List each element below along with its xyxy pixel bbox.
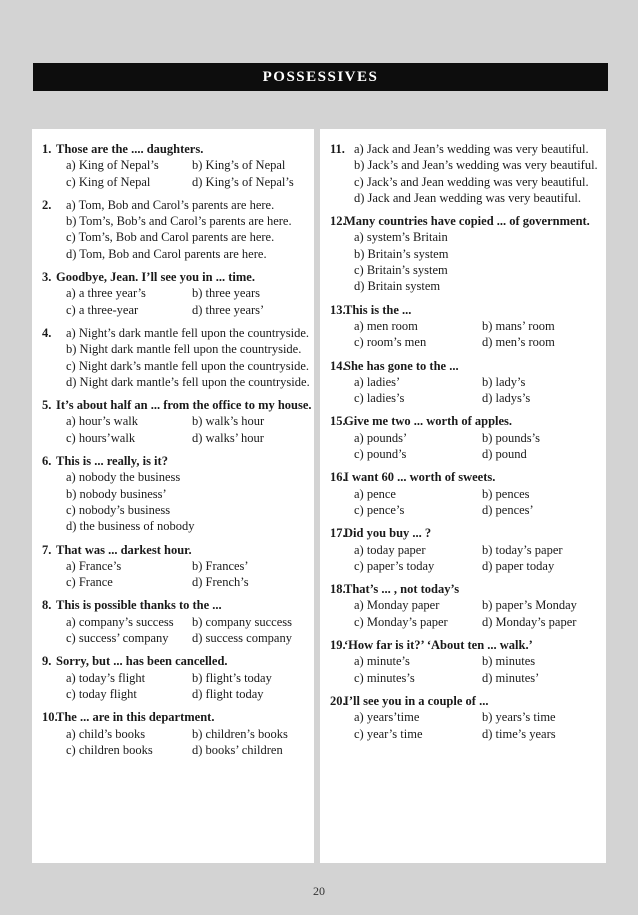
answer-option[interactable]: a) today’s flight bbox=[66, 670, 146, 685]
answer-options bbox=[66, 614, 314, 647]
question-stem: The ... are in this department. bbox=[56, 710, 215, 725]
answer-option[interactable]: a) nobody the business bbox=[66, 470, 181, 485]
question-item bbox=[32, 197, 314, 262]
answer-option[interactable]: c) minutes’s bbox=[354, 670, 415, 685]
answer-option[interactable]: a) child’s books bbox=[66, 726, 146, 741]
answer-options bbox=[354, 653, 606, 686]
answer-options bbox=[66, 325, 314, 390]
question-stem: I’ll see you in a couple of ... bbox=[344, 693, 489, 708]
answer-option[interactable]: d) French’s bbox=[192, 575, 249, 590]
question-number: 20. bbox=[330, 693, 346, 708]
question-stem: This is possible thanks to the ... bbox=[56, 598, 222, 613]
answer-options bbox=[354, 709, 606, 742]
question-number: 10. bbox=[42, 710, 58, 725]
answer-options bbox=[66, 469, 314, 534]
answer-options bbox=[354, 374, 606, 407]
answer-option[interactable]: a) pounds’ bbox=[354, 430, 408, 445]
answer-option[interactable]: d) minutes’ bbox=[482, 670, 540, 685]
question-stem: That was ... darkest hour. bbox=[56, 542, 192, 557]
answer-option[interactable]: c) ladies’s bbox=[354, 391, 405, 406]
answer-option[interactable]: d) Tom, Bob and Carol parents are here. bbox=[66, 246, 267, 261]
answer-option[interactable]: b) today’s paper bbox=[482, 542, 563, 557]
answer-options bbox=[354, 486, 606, 519]
answer-option[interactable]: a) a three year’s bbox=[66, 286, 146, 301]
question-stem: Many countries have copied ... of government. bbox=[344, 214, 590, 229]
answer-option[interactable]: c) children books bbox=[66, 742, 153, 757]
question-stem: That’s ... , not today’s bbox=[344, 582, 460, 597]
answer-option[interactable]: a) France’s bbox=[66, 558, 122, 573]
page-title-banner bbox=[33, 63, 608, 91]
answer-option[interactable]: b) nobody business’ bbox=[66, 486, 167, 501]
answer-option[interactable]: c) France bbox=[66, 575, 113, 590]
answer-option[interactable]: b) flight’s today bbox=[192, 670, 272, 685]
answer-options bbox=[354, 229, 606, 294]
left-column bbox=[32, 129, 314, 863]
answer-option[interactable]: d) success company bbox=[192, 631, 292, 646]
page-title: POSSESSIVES bbox=[262, 68, 379, 85]
question-item bbox=[32, 709, 314, 758]
answer-option[interactable]: c) Monday’s paper bbox=[354, 614, 448, 629]
answer-option[interactable]: a) Jack and Jean’s wedding was very beautiful. bbox=[354, 142, 589, 156]
answer-options bbox=[354, 318, 606, 351]
answer-options bbox=[66, 285, 314, 318]
question-stem: ‘How far is it?’ ‘About ten ... walk.’ bbox=[344, 638, 533, 653]
question-item bbox=[32, 325, 314, 390]
answer-option[interactable]: d) time’s years bbox=[482, 726, 556, 741]
question-number: 7. bbox=[42, 542, 52, 557]
answer-option[interactable]: d) Jack and Jean wedding was very beautiful. bbox=[354, 190, 582, 205]
answer-option[interactable]: d) pences’ bbox=[482, 502, 534, 517]
answer-option[interactable]: a) Tom, Bob and Carol’s parents are here. bbox=[66, 197, 275, 212]
question-number: 15. bbox=[330, 414, 346, 429]
answer-option[interactable]: d) Britain system bbox=[354, 279, 441, 294]
answer-option[interactable]: c) success’ company bbox=[66, 631, 169, 646]
answer-option[interactable]: b) Tom’s, Bob’s and Carol’s parents are here. bbox=[66, 214, 292, 229]
question-item bbox=[32, 453, 314, 534]
answer-option[interactable]: c) paper’s today bbox=[354, 558, 435, 573]
answer-option[interactable]: b) Jack’s and Jean’s wedding was very beautiful. bbox=[354, 158, 598, 173]
question-stem: This is the ... bbox=[344, 302, 412, 317]
answer-options bbox=[354, 597, 606, 630]
answer-option[interactable]: d) the business of nobody bbox=[66, 519, 195, 534]
question-stem: Goodbye, Jean. I’ll see you in ... time. bbox=[56, 270, 255, 285]
answer-option[interactable]: b) pences bbox=[482, 486, 530, 501]
question-number: 3. bbox=[42, 270, 52, 285]
answer-options bbox=[354, 430, 606, 463]
answer-option[interactable]: c) year’s time bbox=[354, 726, 423, 741]
page-number: 20 bbox=[313, 884, 325, 898]
answer-option[interactable]: a) minute’s bbox=[354, 654, 410, 669]
question-item bbox=[32, 542, 314, 591]
answer-option[interactable]: a) pence bbox=[354, 486, 396, 501]
answer-options bbox=[66, 726, 314, 759]
answer-option[interactable]: b) Frances’ bbox=[192, 558, 249, 573]
question-item bbox=[320, 413, 606, 462]
answer-option[interactable]: a) ladies’ bbox=[354, 374, 401, 389]
question-stem: She has gone to the ... bbox=[344, 358, 459, 373]
answer-option[interactable]: c) Jack’s and Jean wedding was very beautiful. bbox=[354, 174, 589, 189]
answer-options bbox=[354, 141, 606, 206]
answer-option[interactable]: a) system’s Britain bbox=[354, 230, 448, 245]
answer-option[interactable]: a) Monday paper bbox=[354, 598, 440, 613]
question-item bbox=[32, 269, 314, 318]
question-item bbox=[320, 637, 606, 686]
question-number: 11. bbox=[330, 142, 345, 156]
question-number: 12. bbox=[330, 214, 346, 229]
question-stem: Give me two ... worth of apples. bbox=[344, 414, 513, 429]
answer-option[interactable]: b) pounds’s bbox=[482, 430, 540, 445]
answer-option[interactable]: c) Night dark’s mantle fell upon the countryside. bbox=[66, 358, 309, 373]
question-item bbox=[320, 141, 606, 206]
question-stem: Sorry, but ... has been cancelled. bbox=[56, 654, 228, 669]
question-number: 13. bbox=[330, 302, 346, 317]
question-number: 14. bbox=[330, 358, 346, 373]
question-item bbox=[320, 525, 606, 574]
question-number: 1. bbox=[42, 142, 52, 156]
question-stem: Those are the .... daughters. bbox=[56, 142, 204, 156]
answer-option[interactable]: d) ladys’s bbox=[482, 391, 531, 406]
question-number: 16. bbox=[330, 470, 346, 485]
answer-options bbox=[66, 413, 314, 446]
question-item bbox=[320, 302, 606, 351]
question-stem: Did you buy ... ? bbox=[344, 526, 432, 541]
question-item bbox=[320, 469, 606, 518]
question-number: 18. bbox=[330, 582, 346, 597]
question-number: 17. bbox=[330, 526, 346, 541]
answer-option[interactable]: d) King’s of Nepal’s bbox=[192, 174, 294, 189]
question-item bbox=[320, 693, 606, 742]
answer-option[interactable]: b) years’s time bbox=[482, 710, 556, 725]
answer-option[interactable]: b) walk’s hour bbox=[192, 414, 265, 429]
answer-option[interactable]: d) Monday’s paper bbox=[482, 614, 577, 629]
answer-option[interactable]: c) room’s men bbox=[354, 335, 427, 350]
question-item bbox=[320, 213, 606, 294]
question-item bbox=[32, 141, 314, 190]
answer-option[interactable]: d) Night dark mantle’s fell upon the countryside. bbox=[66, 374, 310, 389]
answer-option[interactable]: a) hour’s walk bbox=[66, 414, 138, 429]
answer-options bbox=[66, 197, 314, 262]
answer-options bbox=[66, 157, 314, 190]
question-number: 9. bbox=[42, 654, 52, 669]
question-number: 4. bbox=[42, 325, 52, 340]
answer-option[interactable]: a) men room bbox=[354, 318, 418, 333]
answer-option[interactable]: d) walks’ hour bbox=[192, 430, 264, 445]
answer-option[interactable]: c) pound’s bbox=[354, 447, 407, 462]
answer-option[interactable]: d) pound bbox=[482, 447, 527, 462]
answer-option[interactable]: a) Night’s dark mantle fell upon the countryside. bbox=[66, 325, 309, 340]
answer-option[interactable]: b) minutes bbox=[482, 654, 536, 669]
question-item bbox=[32, 653, 314, 702]
answer-options bbox=[354, 542, 606, 575]
answer-options bbox=[66, 670, 314, 703]
answer-option[interactable]: a) King of Nepal’s bbox=[66, 158, 159, 173]
question-stem: I want 60 ... worth of sweets. bbox=[344, 470, 496, 485]
question-item bbox=[320, 358, 606, 407]
question-stem: It’s about half an ... from the office to my house. bbox=[56, 398, 312, 413]
right-column bbox=[320, 129, 606, 863]
answer-option[interactable]: b) children’s books bbox=[192, 726, 288, 741]
answer-option[interactable]: c) Britain’s system bbox=[354, 263, 448, 278]
answer-option[interactable]: a) years’time bbox=[354, 710, 420, 725]
answer-option[interactable]: c) today flight bbox=[66, 686, 137, 701]
answer-option[interactable]: b) Night dark mantle fell upon the countryside. bbox=[66, 342, 302, 357]
answer-option[interactable]: b) three years bbox=[192, 286, 261, 301]
answer-option[interactable]: c) pence’s bbox=[354, 502, 405, 517]
question-item bbox=[32, 597, 314, 646]
answer-option[interactable]: d) flight today bbox=[192, 686, 264, 701]
answer-option[interactable]: b) Britain’s system bbox=[354, 246, 449, 261]
question-item bbox=[320, 581, 606, 630]
answer-option[interactable]: b) paper’s Monday bbox=[482, 598, 577, 613]
answer-option[interactable]: d) paper today bbox=[482, 558, 555, 573]
answer-option[interactable]: c) King of Nepal bbox=[66, 174, 151, 189]
answer-option[interactable]: c) hours’walk bbox=[66, 430, 136, 445]
question-number: 6. bbox=[42, 454, 52, 469]
answer-option[interactable]: a) company’s success bbox=[66, 614, 174, 629]
answer-option[interactable]: c) nobody’s business bbox=[66, 502, 171, 517]
answer-options bbox=[66, 558, 314, 591]
answer-option[interactable]: c) a three-year bbox=[66, 302, 139, 317]
question-number: 8. bbox=[42, 598, 52, 613]
answer-option[interactable]: c) Tom’s, Bob and Carol parents are here. bbox=[66, 230, 275, 245]
question-stem: This is ... really, is it? bbox=[56, 454, 168, 469]
answer-option[interactable]: b) mans’ room bbox=[482, 318, 555, 333]
question-number: 5. bbox=[42, 398, 52, 413]
answer-option[interactable]: d) three years’ bbox=[192, 302, 265, 317]
question-number: 2. bbox=[42, 197, 52, 212]
question-number: 19. bbox=[330, 638, 346, 653]
answer-option[interactable]: d) books’ children bbox=[192, 742, 283, 757]
answer-option[interactable]: b) lady’s bbox=[482, 374, 526, 389]
question-item bbox=[32, 397, 314, 446]
answer-option[interactable]: a) today paper bbox=[354, 542, 426, 557]
answer-option[interactable]: b) King’s of Nepal bbox=[192, 158, 286, 173]
answer-option[interactable]: d) men’s room bbox=[482, 335, 555, 350]
answer-option[interactable]: b) company success bbox=[192, 614, 292, 629]
